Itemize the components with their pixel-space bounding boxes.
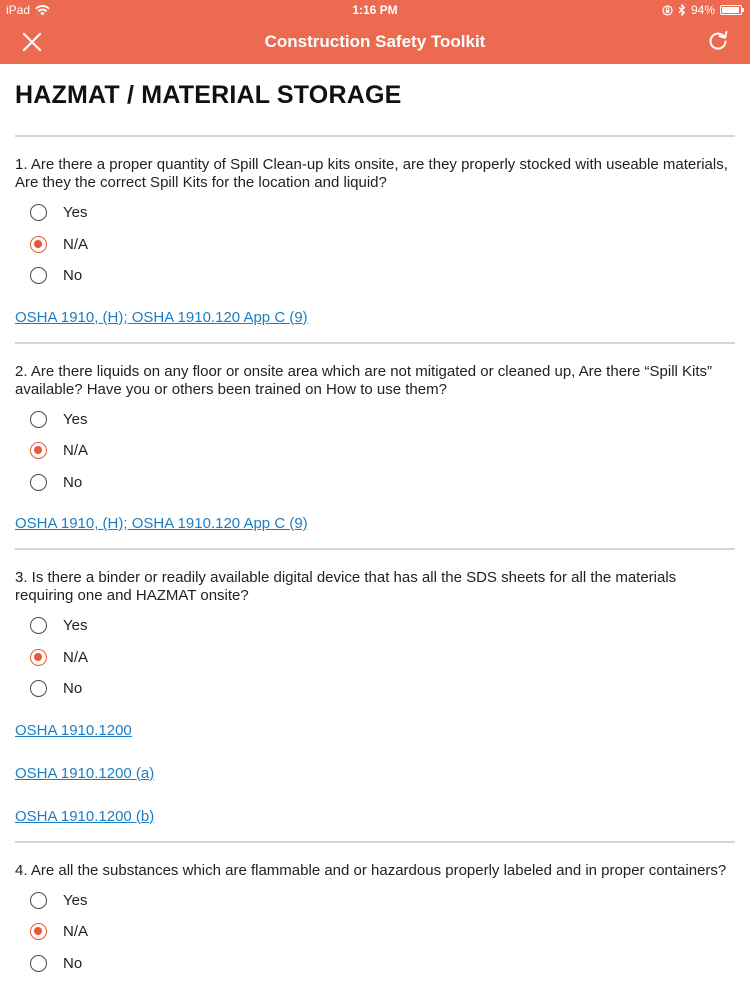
answer-option-yes[interactable] [15, 197, 735, 229]
osha-reference-link[interactable]: OSHA 1910.1200 [15, 721, 132, 739]
osha-reference-link[interactable]: OSHA 1910, (H); OSHA 1910.120 App C (9) [15, 515, 308, 532]
radio-checked-icon[interactable] [30, 236, 47, 253]
answer-option-label: N/A [63, 235, 89, 253]
question [0, 550, 750, 827]
question-block [0, 843, 750, 980]
radio-checked-icon[interactable] [30, 649, 47, 666]
question-block [0, 550, 750, 843]
answer-options [15, 404, 735, 499]
osha-reference-link[interactable]: OSHA 1910.1200 (b) [15, 807, 155, 825]
question-block [0, 344, 750, 551]
answer-option-no[interactable] [15, 260, 735, 292]
page-title: HAZMAT / MATERIAL STORAGE [15, 81, 402, 109]
answer-option-yes[interactable] [15, 404, 735, 436]
answer-option-no[interactable] [15, 467, 735, 499]
question-text: 4. Are all the substances which are flammable and or hazardous properly labeled and in proper containers? [15, 861, 727, 879]
status-time: 1:16 PM [352, 3, 398, 17]
reference-links [15, 307, 735, 328]
answer-options [15, 885, 735, 980]
bluetooth-icon [678, 4, 686, 16]
question-block [0, 137, 750, 344]
orientation-lock-icon [662, 5, 673, 16]
question [0, 843, 750, 980]
answer-option-label: Yes [63, 891, 88, 909]
answer-option-label: Yes [63, 617, 88, 635]
nav-bar [0, 20, 750, 64]
checklist-content[interactable] [0, 64, 750, 1000]
status-right [662, 3, 742, 17]
question-text: 3. Is there a binder or readily available digital device that has all the SDS sheets for all the materials requiring one and HAZMAT onsite? [15, 569, 677, 604]
question [0, 344, 750, 535]
radio-unchecked-icon[interactable] [30, 204, 47, 221]
answer-option-na[interactable] [15, 916, 735, 948]
answer-option-label: No [63, 680, 83, 698]
answer-option-label: N/A [63, 442, 89, 460]
answer-option-na[interactable] [15, 229, 735, 261]
battery-percent: 94% [690, 3, 715, 17]
answer-option-label: No [63, 473, 83, 491]
status-bar [0, 0, 750, 20]
refresh-button[interactable] [706, 29, 730, 53]
answer-option-label: Yes [63, 410, 88, 428]
battery-level [722, 7, 739, 13]
radio-unchecked-icon[interactable] [30, 411, 47, 428]
radio-checked-icon[interactable] [30, 442, 47, 459]
answer-option-label: N/A [63, 923, 89, 941]
radio-unchecked-icon[interactable] [30, 892, 47, 909]
answer-option-yes[interactable] [15, 610, 735, 642]
answer-option-label: No [63, 954, 83, 972]
question-text: 2. Are there liquids on any floor or onsite area which are not mitigated or cleaned up, Are there “Spill Kits” available? Have you or others been trained on How to use them? [15, 362, 713, 398]
answer-option-na[interactable] [15, 642, 735, 674]
answer-option-label: Yes [63, 204, 88, 222]
osha-reference-link[interactable]: OSHA 1910, (H); OSHA 1910.120 App C (9) [15, 308, 308, 326]
answer-options [15, 610, 735, 705]
question-text: 1. Are there a proper quantity of Spill Clean-up kits onsite, are they properly stocked with useable materials, Are they the correct Spill Kits for the location and liquid? [15, 156, 728, 191]
answer-option-yes[interactable] [15, 885, 735, 917]
radio-checked-icon[interactable] [30, 923, 47, 940]
reference-links [15, 720, 735, 827]
radio-unchecked-icon[interactable] [30, 680, 47, 697]
answer-option-no[interactable] [15, 673, 735, 705]
answer-option-label: No [63, 267, 83, 285]
radio-unchecked-icon[interactable] [30, 617, 47, 634]
osha-reference-link[interactable]: OSHA 1910.1200 (a) [15, 764, 155, 782]
battery-icon [720, 5, 742, 15]
answer-option-label: N/A [63, 648, 89, 666]
device-name: iPad [6, 3, 31, 17]
answer-option-no[interactable] [15, 948, 735, 980]
answer-option-na[interactable] [15, 435, 735, 467]
radio-unchecked-icon[interactable] [30, 955, 47, 972]
answer-options [15, 197, 735, 292]
question [0, 137, 750, 328]
radio-unchecked-icon[interactable] [30, 267, 47, 284]
question-list [0, 137, 750, 979]
reference-links [15, 513, 735, 534]
radio-unchecked-icon[interactable] [30, 474, 47, 491]
refresh-icon [706, 29, 730, 53]
nav-title: Construction Safety Toolkit [264, 32, 486, 51]
